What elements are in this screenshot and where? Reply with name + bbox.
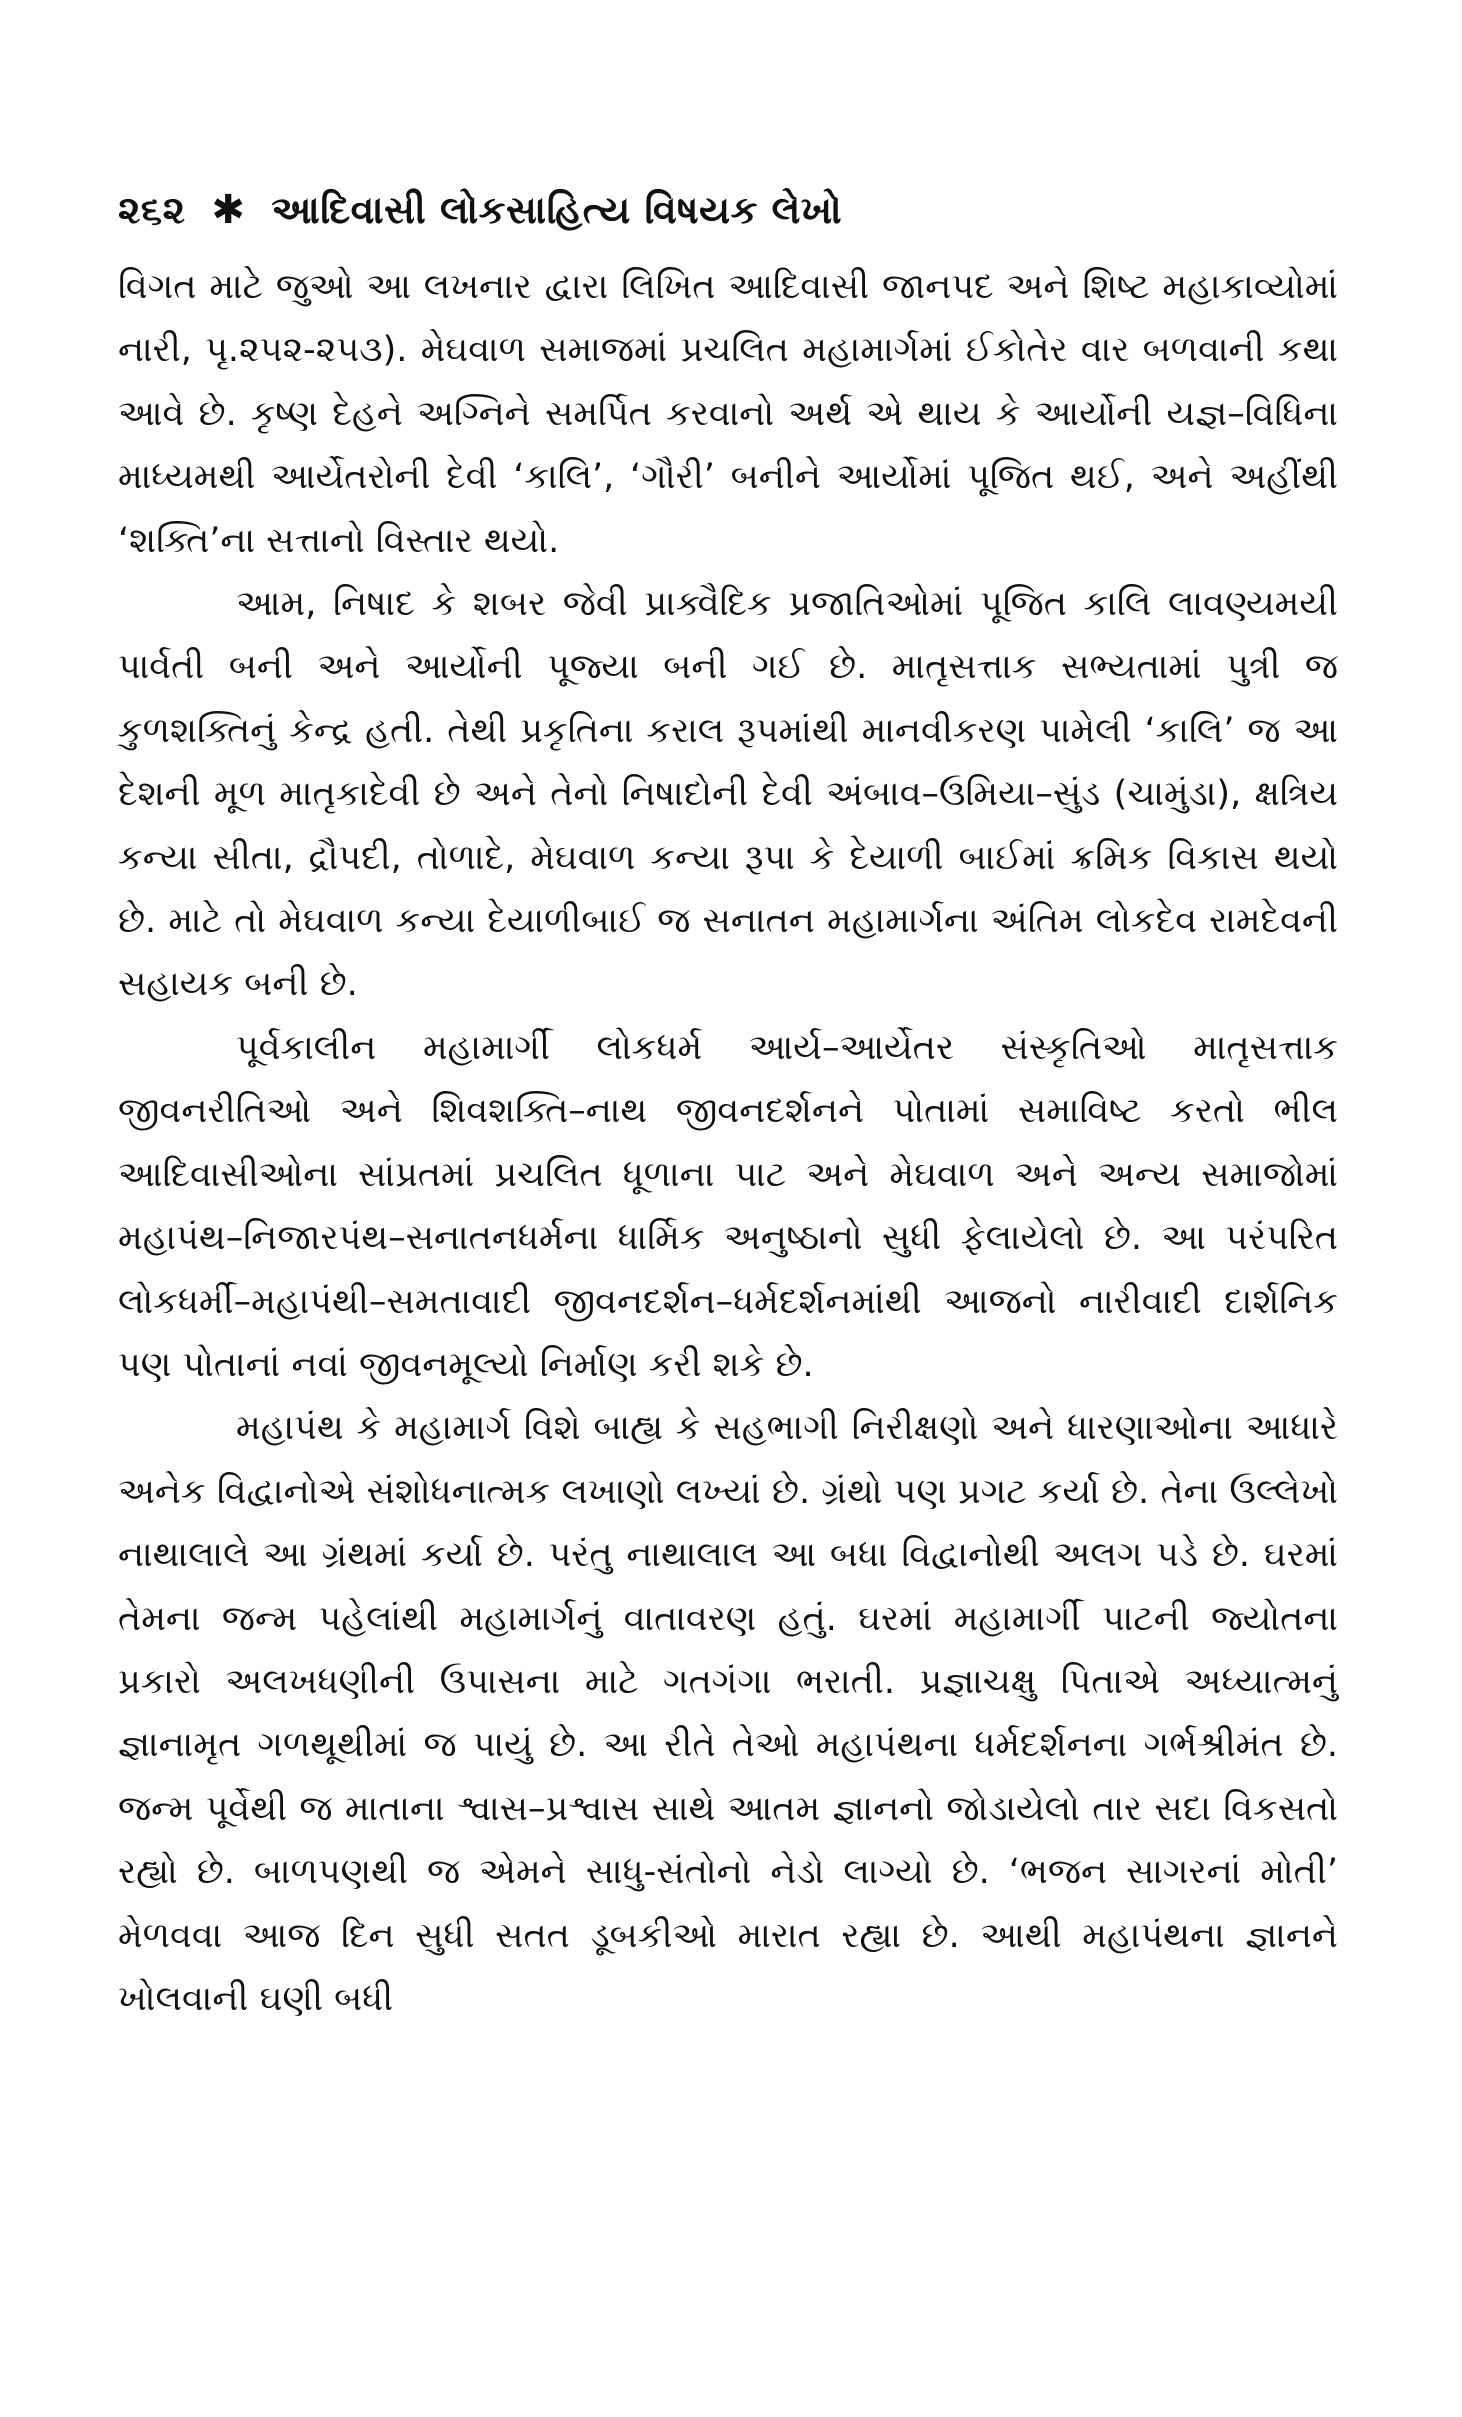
book-page: [118, 178, 1338, 2031]
book-title: આદિવાસી લોકસાહિત્ય વિષયક લેખો: [271, 187, 843, 232]
page-number: ૨૬૨: [118, 187, 186, 232]
paragraph: આમ, નિષાદ કે શબર જેવી પ્રાક્વૈદિક પ્રજાતિઓમાં પૂજિત કાલિ લાવણ્યમયી પાર્વતી બની અને આર્યોની પૂજ્યા બની ગઈ છે. માતૃસત્તાક સભ્યતામાં પુત્રી જ કુળશક્તિનું કેન્દ્ર હતી. તેથી પ્રકૃતિના કરાલ રૂપમાંથી માનવીકરણ પામેલી ‘કાલિ’ જ આ દેશની મૂળ માતૃકાદેવી છે અને તેનો નિષાદોની દેવી અંબાવ–ઉમિયા–સુંડ (ચામુંડા), ક્ષત્રિય કન્યા સીતા, દ્રૌપદી, તોળાદે, મેઘવાળ કન્યા રૂપા કે દેયાળી બાઈમાં ક્રમિક વિકાસ થયો છે. માટે તો મેઘવાળ કન્યા દેયાળીબાઈ જ સનાતન મહામાર્ગના અંતિમ લોકદેવ રામદેવની સહાયક બની છે.: [118, 584, 1338, 1005]
running-header: [118, 178, 1338, 242]
asterisk-icon: ✱: [211, 187, 246, 233]
paragraph: પૂર્વકાલીન મહામાર્ગી લોકધર્મ આર્ય–આર્યેતર સંસ્કૃતિઓ માતૃસત્તાક જીવનરીતિઓ અને શિવશક્તિ–નાથ જીવનદર્શનને પોતામાં સમાવિષ્ટ કરતો ભીલ આદિવાસીઓના સાંપ્રતમાં પ્રચલિત ધૂળાના પાટ અને મેઘવાળ અને અન્ય સમાજોમાં મહાપંથ–નિજારપંથ–સનાતનધર્મના ધાર્મિક અનુષ્ઠાનો સુધી ફેલાયેલો છે. આ પરંપરિત લોકધર્મી–મહાપંથી–સમતાવાદી જીવનદર્શન–ધર્મદર્શનમાંથી આજનો નારીવાદી દાર્શનિક પણ પોતાનાં નવાં જીવનમૂલ્યો નિર્માણ કરી શકે છે.: [118, 1027, 1338, 1385]
paragraph: મહાપંથ કે મહામાર્ગ વિશે બાહ્ય કે સહભાગી નિરીક્ષણો અને ધારણાઓના આધારે અનેક વિદ્વાનોએ સંશોધનાત્મક લખાણો લખ્યાં છે. ગ્રંથો પણ પ્રગટ કર્યા છે. તેના ઉલ્લેખો નાથાલાલે આ ગ્રંથમાં કર્યા છે. પરંતુ નાથાલાલ આ બધા વિદ્વાનોથી અલગ પડે છે. ઘરમાં તેમના જન્મ પહેલાંથી મહામાર્ગનું વાતાવરણ હતું. ઘરમાં મહામાર્ગી પાટની જ્યોતના પ્રકારો અલખધણીની ઉપાસના માટે ગતગંગા ભરાતી. પ્રજ્ઞાચક્ષુ પિતાએ અધ્યાત્મનું જ્ઞાનામૃત ગળથૂથીમાં જ પાયું છે. આ રીતે તેઓ મહાપંથના ધર્મદર્શનના ગર્ભશ્રીમંત છે. જન્મ પૂર્વેથી જ માતાના શ્વાસ–પ્રશ્વાસ સાથે આતમ જ્ઞાનનો જોડાયેલો તાર સદા વિકસતો રહ્યો છે. બાળપણથી જ એમને સાધુ-સંતોનો નેડો લાગ્યો છે. ‘ભજન સાગરનાં મોતી’ મેળવવા આજ દિન સુધી સતત ડૂબકીઓ મારાત રહ્યા છે. આથી મહાપંથના જ્ઞાનને ખોલવાની ઘણી બધી: [118, 1408, 1338, 2019]
paragraph-continuation: વિગત માટે જુઓ આ લખનાર દ્વારા લિખિત આદિવાસી જાનપદ અને શિષ્ટ મહાકાવ્યોમાં નારી, પૃ.૨૫૨-૨૫૩). મેઘવાળ સમાજમાં પ્રચલિત મહામાર્ગમાં ઈકોતેર વાર બળવાની કથા આવે છે. કૃષ્ણ દેહને અગ્નિને સમર્પિત કરવાનો અર્થ એ થાય કે આર્યોની યજ્ઞ–વિધિના માધ્યમથી આર્યેતરોની દેવી ‘કાલિ’, ‘ગૌરી’ બનીને આર્યોમાં પૂજિત થઈ, અને અહીંથી ‘શક્તિ’ના સત્તાનો વિસ્તાર થયો.: [118, 267, 1338, 561]
